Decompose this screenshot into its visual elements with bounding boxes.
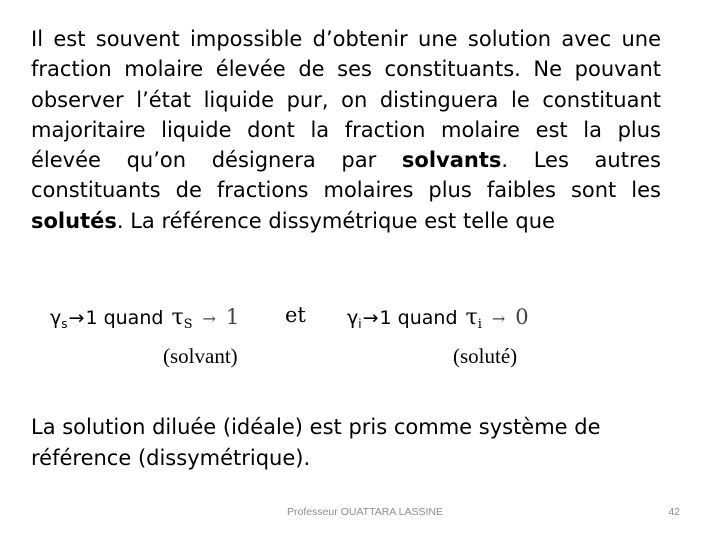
target-value: 1 bbox=[379, 307, 392, 329]
term-solutes: solutés bbox=[31, 208, 117, 233]
arrow-symbol: → bbox=[68, 307, 85, 329]
closing-paragraph: La solution diluée (idéale) est pris comme système de référence (dissymétrique). bbox=[31, 415, 601, 470]
gamma-subscript: i bbox=[358, 317, 362, 331]
intro-paragraph bbox=[31, 24, 661, 236]
tau-subscript: S bbox=[183, 317, 193, 332]
intro-text-2: . Les autres constituants de fractions molaires plus faibles sont les bbox=[31, 148, 661, 203]
intro-text-3: . La référence dissymétrique est telle que bbox=[116, 208, 555, 233]
quand-word: quand bbox=[103, 307, 164, 329]
limit-arrow: → bbox=[202, 309, 216, 328]
tau-symbol: τ bbox=[171, 305, 184, 330]
connector-et: et bbox=[285, 303, 306, 327]
intro-text-1: Il est souvent impossible d’obtenir une solution avec une fraction molaire élevée de ses constituants. Ne pouvant observer l’état liquide pur, on distinguera le constituant majoritaire liquide dont la fraction molaire est la plus élevée qu’on désignera par bbox=[31, 27, 661, 173]
target-value: 1 bbox=[85, 307, 98, 329]
limit-value: 0 bbox=[515, 305, 529, 329]
limit-value: 1 bbox=[225, 305, 240, 329]
tau-subscript: i bbox=[477, 317, 482, 332]
term-solvants: solvants bbox=[401, 148, 502, 173]
gamma-subscript: s bbox=[61, 317, 68, 331]
tau-symbol: τ bbox=[465, 305, 478, 330]
page-number: 42 bbox=[668, 506, 680, 518]
quand-word: quand bbox=[397, 307, 458, 329]
arrow-symbol: → bbox=[362, 307, 379, 329]
solvent-label: (solvant) bbox=[163, 344, 238, 368]
gamma-symbol: γ bbox=[347, 307, 359, 329]
footer-author: Professeur OUATTARA LASSINE bbox=[287, 506, 443, 518]
solute-equation bbox=[347, 302, 529, 332]
solute-label: (soluté) bbox=[453, 344, 518, 368]
solvent-equation bbox=[50, 302, 239, 332]
limit-arrow: → bbox=[491, 309, 506, 328]
gamma-symbol: γ bbox=[50, 307, 62, 329]
